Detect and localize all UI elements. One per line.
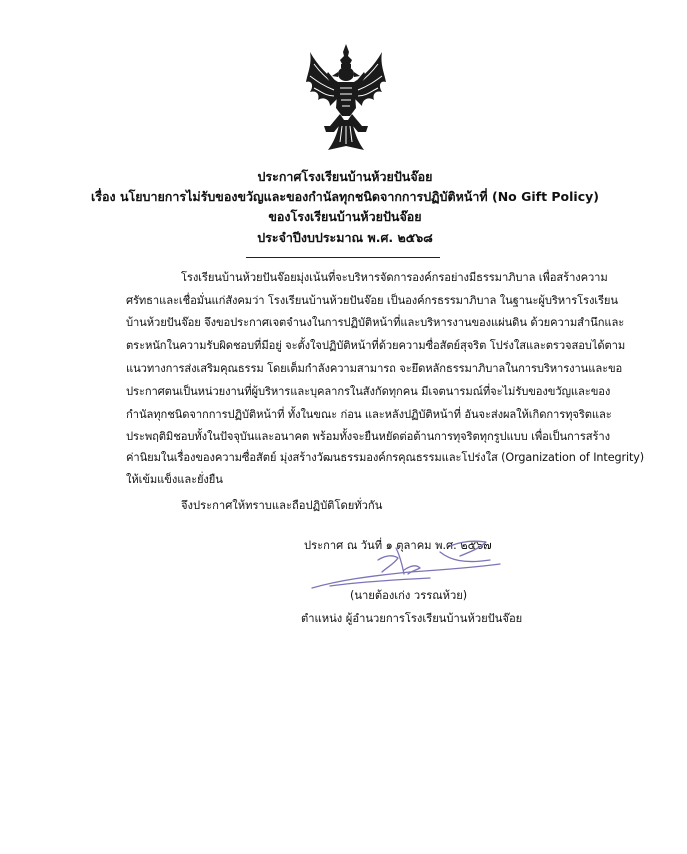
body-line: ศรัทธาและเชื่อมั่นแก่สังคมว่า โรงเรียนบ้านห้วยปันจ๊อย เป็นองค์กรธรรมาภิบาล ในฐานะผู้บริหารโรงเรียน xyxy=(126,294,618,307)
heading-line-1: ประกาศโรงเรียนบ้านห้วยปันจ๊อย xyxy=(257,169,433,184)
signer-position: ตำแหน่ง ผู้อำนวยการโรงเรียนบ้านห้วยปันจ๊อย xyxy=(301,612,523,625)
body-line: ค่านิยมในเรื่องของความซื่อสัตย์ มุ่งสร้างวัฒนธรรมองค์กรคุณธรรมและโปร่งใส (Organization of Integrity) xyxy=(126,451,645,464)
announcement-line: จึงประกาศให้ทราบและถือปฏิบัติโดยทั่วกัน xyxy=(181,499,383,512)
body-line: ตระหนักในความรับผิดชอบที่มีอยู่ จะตั้งใจปฏิบัติหน้าที่ด้วยความซื่อสัตย์สุจริต โปร่งใสและตรวจสอบได้ตาม xyxy=(126,339,626,352)
body-line: โรงเรียนบ้านห้วยปันจ๊อยมุ่งเน้นที่จะบริหารจัดการองค์กรอย่างมีธรรมาภิบาล เพื่อสร้างความ xyxy=(181,271,608,284)
heading-line-3: ของโรงเรียนบ้านห้วยปันจ๊อย xyxy=(268,209,422,224)
garuda-emblem-icon xyxy=(304,42,388,154)
heading-divider xyxy=(246,257,440,258)
body-line: กำนัลทุกชนิดจากการปฏิบัติหน้าที่ ทั้งในขณะ ก่อน และหลังปฏิบัติหน้าที่ อันจะส่งผลให้เกิดการทุจริตและ xyxy=(126,408,612,421)
body-line: ประพฤติมิชอบทั้งในปัจจุบันและอนาคต พร้อมทั้งจะยืนหยัดต่อต้านการทุจริตทุกรูปแบบ เพื่อเป็นการสร้าง xyxy=(126,430,610,443)
heading-line-4: ประจำปีงบประมาณ พ.ศ. ๒๕๖๘ xyxy=(257,230,433,245)
body-line: แนวทางการส่งเสริมคุณธรรม โดยเต็มกำลังความสามารถ จะยึดหลักธรรมาภิบาลในการบริหารงานและขอ xyxy=(126,362,623,375)
body-line: ให้เข้มแข็งและยั่งยืน xyxy=(126,473,223,486)
heading-line-2: เรื่อง นโยบายการไม่รับของขวัญและของกำนัลทุกชนิดจากการปฏิบัติหน้าที่ (No Gift Policy) xyxy=(91,189,599,204)
body-line: ประกาศตนเป็นหน่วยงานที่ผู้บริหารและบุคลากรในสังกัดทุกคน มีเจตนารมณ์ที่จะไม่รับของขวัญและของ xyxy=(126,385,611,398)
date-line: ประกาศ ณ วันที่ ๑ ตุลาคม พ.ศ. ๒๕๖๗ xyxy=(304,539,492,552)
signer-name: (นายต้องเก่ง วรรณห้วย) xyxy=(350,589,468,602)
body-line: บ้านห้วยปันจ๊อย จึงขอประกาศเจตจำนงในการปฏิบัติหน้าที่และบริหารงานของแผ่นดิน ด้วยความสำนึกและ xyxy=(126,316,625,329)
